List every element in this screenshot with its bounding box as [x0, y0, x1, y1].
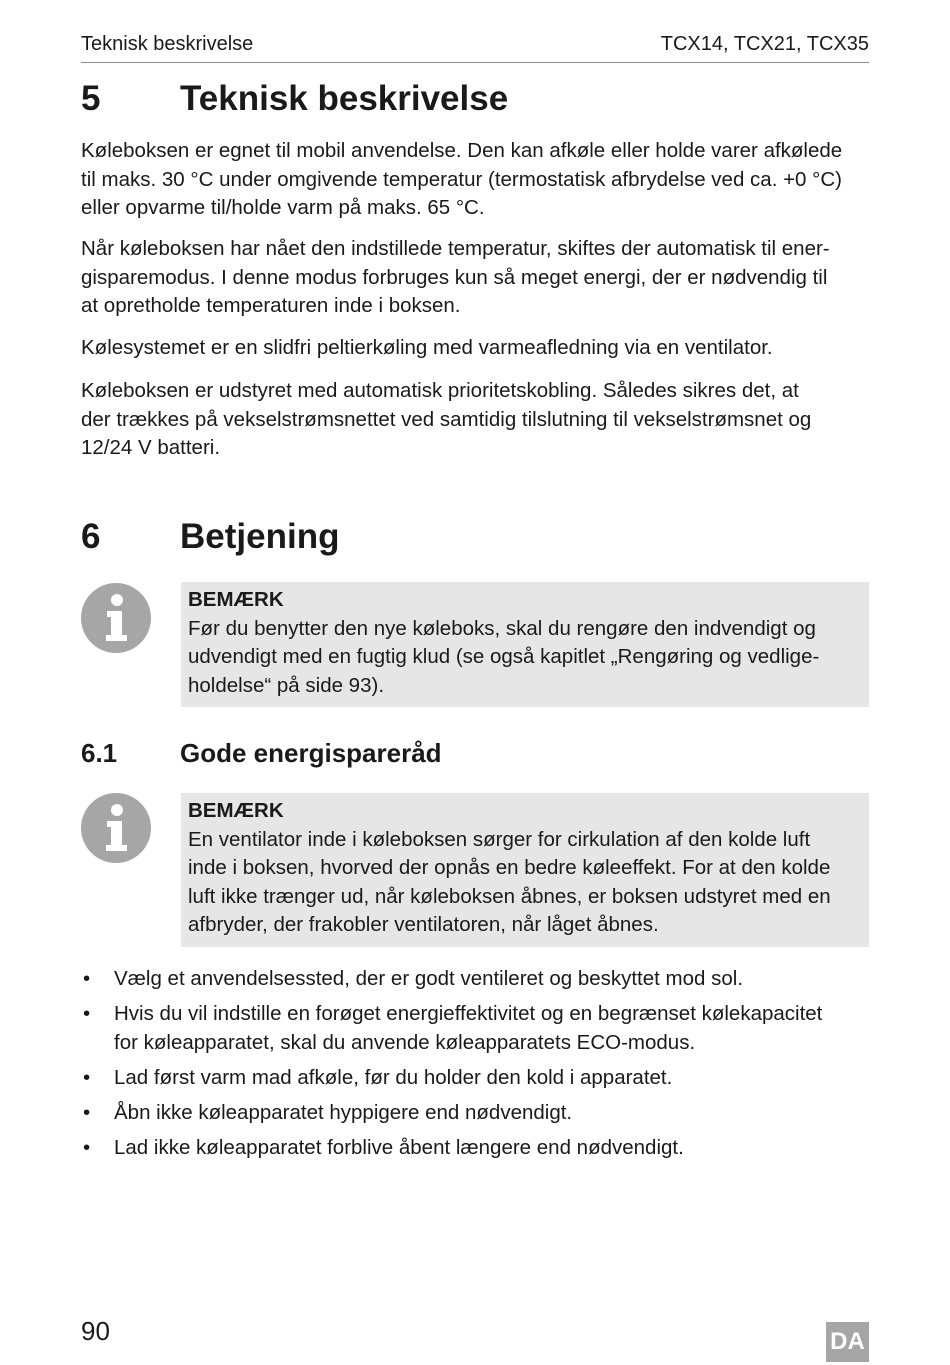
list-item: [81, 1133, 881, 1162]
list-item-text: Hvis du vil indstille en forøget energieffektivitet og en begrænset kølekapacitet: [114, 1002, 823, 1025]
note-line: udvendigt med en fugtig klud (se også kapitlet „Rengøring og vedlige-: [188, 645, 820, 668]
list-item-text: Lad ikke køleapparatet forblive åbent længere end nødvendigt.: [114, 1136, 684, 1159]
energy-tips-list: [81, 964, 881, 1168]
note-line: afbryder, der frakobler ventilatoren, når låget åbnes.: [188, 913, 659, 936]
section-6-1-title: Gode energisparеråd: [180, 738, 442, 768]
paragraph-line: eller opvarme til/holde varm på maks. 65 °C.: [81, 196, 485, 219]
running-header-models: TCX14, TCX21, TCX35: [660, 33, 869, 55]
paragraph-4: [81, 377, 881, 463]
list-item-text: for køleapparatet, skal du anvende køleapparatets ECO-modus.: [114, 1031, 696, 1054]
list-item-text: Vælg et anvendelsessted, der er godt ventileret og beskyttet mod sol.: [114, 967, 744, 990]
page-number: 90: [81, 1316, 110, 1346]
note-line: inde i boksen, hvorved der opnås en bedre køleeffekt. For at den kolde: [188, 856, 831, 879]
note-title: BEMÆRK: [188, 799, 284, 822]
paragraph-line: Køleboksen er udstyret med automatisk prioritetskobling. Således sikres det, at: [81, 379, 799, 402]
paragraph-line: der trækkes på vekselstrømsnettet ved samtidig tilslutning til vekselstrømsnet og: [81, 407, 812, 431]
section-6-heading: [81, 515, 861, 559]
bullet-mark: •: [83, 1066, 91, 1089]
paragraph-line: Når køleboksen har nået den indstillede temperatur, skiftes der automatisk til ener-: [81, 237, 830, 260]
info-icon: [81, 793, 151, 863]
paragraph-line: at opretholde temperaturen inde i boksen.: [81, 294, 461, 317]
section-5-heading: [81, 77, 861, 121]
list-item: [81, 999, 881, 1057]
bullet-mark: •: [83, 1136, 91, 1159]
note-line: En ventilator inde i køleboksen sørger for cirkulation af den kolde luft: [188, 827, 811, 851]
section-6-title: Betjening: [180, 517, 340, 556]
section-6-1-number: 6.1: [81, 738, 118, 768]
paragraph-line: 12/24 V batteri.: [81, 436, 221, 459]
paragraph-2: [81, 235, 881, 321]
note-line: Før du benytter den nye køleboks, skal du rengøre den indvendigt og: [188, 616, 816, 640]
info-icon: [81, 583, 151, 653]
section-5-title: Teknisk beskrivelse: [180, 79, 509, 118]
bullet-mark: •: [83, 1002, 91, 1025]
bullet-mark: •: [83, 1101, 91, 1124]
list-item-text: Lad først varm mad afkøle, før du holder den kold i apparatet.: [114, 1066, 673, 1089]
section-6-number: 6: [81, 517, 101, 556]
note-line: holdelse“ på side 93).: [188, 673, 385, 697]
list-item: [81, 1098, 881, 1127]
section-5-number: 5: [81, 79, 101, 118]
list-item: [81, 1063, 881, 1092]
note-title: BEMÆRK: [188, 588, 284, 611]
paragraph-line: til maks. 30 °C under omgivende temperatur (termostatisk afbrydelse ved ca. +0 °C): [81, 167, 842, 191]
running-header: [81, 30, 869, 63]
running-header-chapter: Teknisk beskrivelse: [81, 33, 254, 55]
language-badge: DA: [826, 1322, 869, 1362]
paragraph-line: Køleboksen er egnet til mobil anvendelse. Den kan afkøle eller holde varer afkølede: [81, 139, 843, 162]
note-box-cleaning: [181, 582, 869, 707]
paragraph-1: [81, 137, 881, 223]
section-6-1-heading: [81, 737, 861, 771]
paragraph-3: [81, 334, 881, 363]
note-box-ventilator: [181, 793, 869, 947]
paragraph-line: gisparemodus. I denne modus forbruges kun så meget energi, der er nødvendig til: [81, 265, 828, 289]
note-line: luft ikke trænger ud, når køleboksen åbnes, er boksen udstyret med en: [188, 884, 831, 908]
paragraph-line: Kølesystemet er en slidfri peltierkøling med varmeafledning via en ventilator.: [81, 336, 773, 359]
list-item: [81, 964, 881, 993]
bullet-mark: •: [83, 967, 91, 990]
list-item-text: Åbn ikke køleapparatet hyppigere end nødvendigt.: [114, 1101, 573, 1124]
